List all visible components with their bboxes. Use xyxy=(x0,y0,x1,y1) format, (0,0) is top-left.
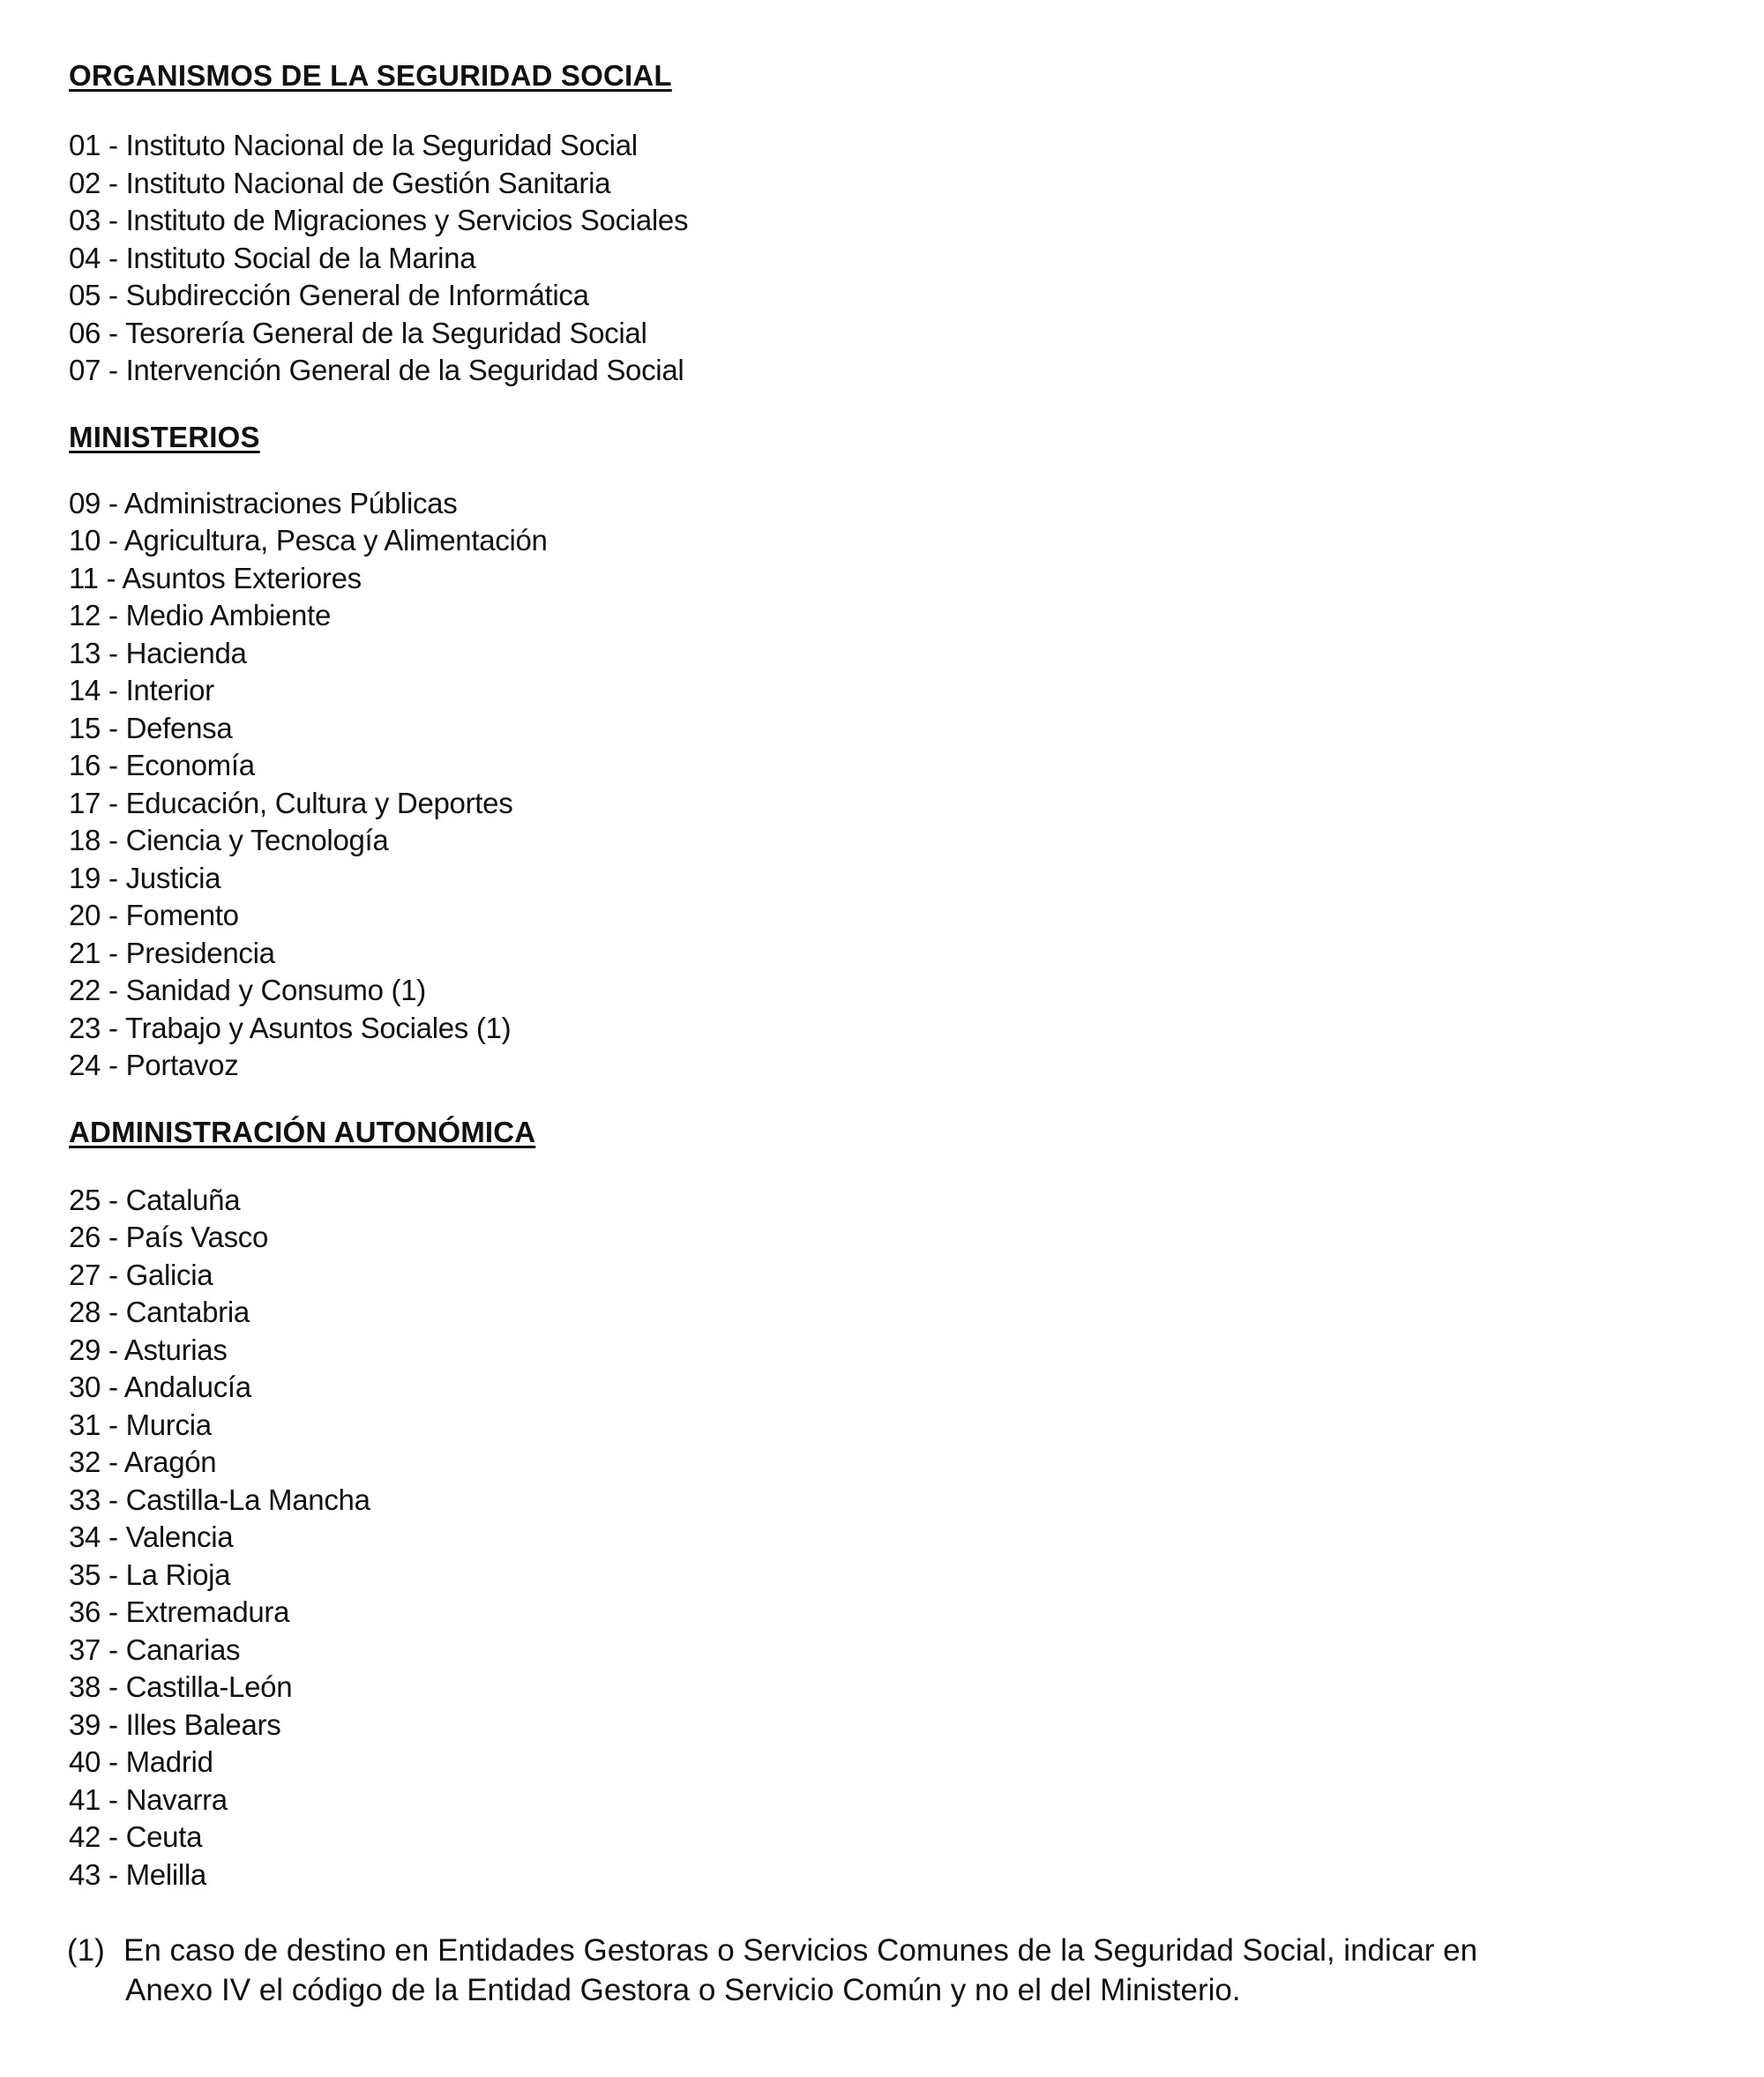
footnote xyxy=(69,1931,1745,2010)
code-list xyxy=(69,1182,1727,1894)
item-separator: - xyxy=(108,129,118,161)
list-item xyxy=(69,522,1727,560)
section-heading: ORGANISMOS DE LA SEGURIDAD SOCIAL xyxy=(69,59,672,92)
item-name: Asuntos Exteriores xyxy=(122,561,362,594)
item-name: Aragón xyxy=(123,1446,217,1478)
item-name: Canarias xyxy=(125,1632,241,1666)
item-code: 25 xyxy=(69,1183,101,1216)
list-item xyxy=(69,672,1727,710)
item-name: Ciencia y Tecnología xyxy=(125,824,389,856)
item-code: 18 xyxy=(69,824,101,856)
item-name: Castilla-La Mancha xyxy=(125,1483,370,1516)
item-separator: - xyxy=(108,1483,118,1516)
item-name: Asturias xyxy=(123,1333,228,1366)
section-seguridad-social xyxy=(69,58,1727,390)
item-name: Murcia xyxy=(125,1408,212,1441)
list-item xyxy=(69,165,1727,203)
item-name: Medio Ambiente xyxy=(125,599,332,631)
item-code: 38 xyxy=(69,1670,101,1703)
item-separator: - xyxy=(108,1296,118,1328)
item-name: Valencia xyxy=(125,1520,234,1553)
item-code: 09 xyxy=(69,486,101,519)
item-separator: - xyxy=(108,166,118,199)
item-code: 02 xyxy=(69,166,101,199)
item-separator: - xyxy=(108,936,118,969)
item-code: 15 xyxy=(69,711,101,744)
list-item xyxy=(69,897,1727,935)
item-name: Administraciones Públicas xyxy=(123,486,458,519)
item-code: 03 xyxy=(69,204,101,236)
item-name: Extremadura xyxy=(125,1595,290,1628)
item-name: Instituto Social de la Marina xyxy=(125,241,476,274)
item-code: 28 xyxy=(69,1296,101,1328)
item-name: Navarra xyxy=(125,1782,228,1816)
item-separator: - xyxy=(108,486,118,519)
item-code: 21 xyxy=(69,936,101,969)
item-code: 17 xyxy=(69,786,101,819)
item-code: 43 xyxy=(69,1857,101,1891)
footnote-marker: (1) xyxy=(67,1933,105,1968)
item-name: Cantabria xyxy=(125,1296,250,1328)
item-separator: - xyxy=(108,1011,118,1044)
list-item xyxy=(69,1557,1727,1595)
list-item xyxy=(69,1332,1727,1370)
list-item xyxy=(69,822,1727,860)
item-code: 29 xyxy=(69,1333,101,1366)
item-separator: - xyxy=(108,204,118,236)
item-code: 31 xyxy=(69,1408,101,1441)
list-item xyxy=(69,485,1727,523)
item-code: 24 xyxy=(69,1049,101,1081)
item-separator: - xyxy=(108,1049,118,1081)
item-separator: - xyxy=(108,711,118,744)
item-code: 05 xyxy=(69,279,101,311)
list-item xyxy=(69,972,1727,1010)
list-item xyxy=(69,1294,1727,1332)
item-name: Presidencia xyxy=(125,936,275,969)
list-item xyxy=(69,747,1727,785)
item-separator: - xyxy=(108,861,118,894)
item-name: Ceuta xyxy=(125,1820,203,1853)
item-code: 13 xyxy=(69,636,101,669)
item-name: País Vasco xyxy=(125,1221,269,1253)
item-name: Tesorería General de la Seguridad Social xyxy=(124,316,647,349)
item-code: 30 xyxy=(69,1371,101,1403)
list-item xyxy=(69,1669,1727,1707)
item-code: 04 xyxy=(69,241,101,274)
item-separator: - xyxy=(108,974,118,1006)
item-name: Instituto de Migraciones y Servicios Sociales xyxy=(125,204,689,236)
list-item xyxy=(69,1444,1727,1482)
list-item xyxy=(69,1632,1727,1670)
item-separator: - xyxy=(106,561,116,594)
item-code: 19 xyxy=(69,861,101,894)
item-code: 42 xyxy=(69,1820,101,1853)
list-item xyxy=(69,1219,1727,1257)
item-separator: - xyxy=(108,1221,118,1253)
item-name: Educación, Cultura y Deportes xyxy=(125,786,513,819)
list-item xyxy=(69,352,1727,390)
list-item xyxy=(69,240,1727,278)
item-name: Galicia xyxy=(125,1258,213,1291)
item-name: Hacienda xyxy=(125,636,247,669)
footnote-line-1: En caso de destino en Entidades Gestoras o Servicios Comunes de la Seguridad Social, indicar en xyxy=(123,1933,1478,1968)
list-item xyxy=(69,1594,1727,1632)
item-code: 40 xyxy=(69,1745,101,1778)
section-heading: MINISTERIOS xyxy=(69,420,260,453)
list-item xyxy=(69,1047,1727,1085)
item-name: Justicia xyxy=(125,861,221,894)
item-separator: - xyxy=(108,674,118,706)
item-separator: - xyxy=(108,1782,118,1816)
item-separator: - xyxy=(108,1857,118,1891)
list-item xyxy=(69,1744,1727,1782)
item-name: Agricultura, Pesca y Alimentación xyxy=(123,524,548,557)
item-code: 27 xyxy=(69,1258,101,1291)
list-item xyxy=(69,1857,1727,1894)
item-separator: - xyxy=(108,279,118,311)
item-separator: - xyxy=(108,749,118,781)
item-separator: - xyxy=(108,1258,118,1291)
list-item xyxy=(69,1369,1727,1407)
item-name: Castilla-León xyxy=(125,1670,293,1703)
item-code: 01 xyxy=(69,129,101,161)
item-code: 36 xyxy=(69,1595,101,1628)
item-separator: - xyxy=(108,1595,118,1628)
item-name: Melilla xyxy=(125,1857,206,1891)
item-name: Instituto Nacional de la Seguridad Social xyxy=(125,129,638,161)
item-code: 34 xyxy=(69,1520,101,1553)
list-item xyxy=(69,1010,1727,1048)
code-list xyxy=(69,127,1727,390)
footnote-line-2: Anexo IV el código de la Entidad Gestora o Servicio Común y no el del Ministerio. xyxy=(125,1973,1241,2007)
item-separator: - xyxy=(108,1408,118,1441)
item-name: Andalucía xyxy=(123,1371,251,1403)
item-separator: - xyxy=(108,1333,118,1366)
list-item xyxy=(69,315,1727,353)
item-name: Sanidad y Consumo (1) xyxy=(125,974,426,1006)
item-separator: - xyxy=(108,786,118,819)
item-separator: - xyxy=(108,524,118,557)
item-separator: - xyxy=(108,599,118,631)
item-separator: - xyxy=(108,1371,118,1403)
item-code: 35 xyxy=(69,1558,101,1591)
list-item xyxy=(69,202,1727,240)
code-list xyxy=(69,485,1727,1085)
item-name: La Rioja xyxy=(125,1558,231,1591)
list-item xyxy=(69,1519,1727,1557)
item-name: Interior xyxy=(125,674,214,706)
item-code: 39 xyxy=(69,1707,101,1741)
list-item xyxy=(69,560,1727,598)
list-item xyxy=(69,1407,1727,1445)
item-code: 11 xyxy=(69,561,99,594)
item-separator: - xyxy=(108,1632,118,1666)
item-code: 22 xyxy=(69,974,101,1006)
item-code: 16 xyxy=(69,749,101,781)
item-separator: - xyxy=(108,824,118,856)
list-item xyxy=(69,710,1727,748)
item-name: Defensa xyxy=(125,711,233,744)
item-separator: - xyxy=(108,354,118,386)
list-item xyxy=(69,1819,1727,1857)
item-name: Subdirección General de Informática xyxy=(125,279,589,311)
item-name: Cataluña xyxy=(125,1183,241,1216)
item-code: 06 xyxy=(69,316,101,349)
list-item xyxy=(69,785,1727,823)
item-name: Portavoz xyxy=(125,1049,239,1081)
item-code: 23 xyxy=(69,1011,101,1044)
item-name: Intervención General de la Seguridad Social xyxy=(125,354,684,386)
document-page xyxy=(69,58,1727,2010)
item-separator: - xyxy=(108,1670,118,1703)
list-item xyxy=(69,277,1727,315)
item-separator: - xyxy=(108,1183,118,1216)
item-code: 37 xyxy=(69,1632,101,1666)
item-name: Instituto Nacional de Gestión Sanitaria xyxy=(125,166,611,199)
list-item xyxy=(69,1182,1727,1220)
item-code: 14 xyxy=(69,674,101,706)
item-separator: - xyxy=(108,1558,118,1591)
list-item xyxy=(69,635,1727,673)
item-separator: - xyxy=(108,899,118,931)
item-separator: - xyxy=(108,1520,118,1553)
list-item xyxy=(69,935,1727,973)
item-name: Trabajo y Asuntos Sociales (1) xyxy=(124,1011,512,1044)
item-name: Illes Balears xyxy=(125,1707,281,1741)
item-separator: - xyxy=(108,636,118,669)
section-administracion-autonomica xyxy=(69,1115,1727,1894)
item-code: 12 xyxy=(69,599,101,631)
item-code: 41 xyxy=(69,1782,101,1816)
item-separator: - xyxy=(108,1820,118,1853)
item-name: Fomento xyxy=(125,899,239,931)
item-separator: - xyxy=(108,1446,118,1478)
list-item xyxy=(69,860,1727,898)
item-separator: - xyxy=(108,1707,118,1741)
section-ministerios xyxy=(69,420,1727,1085)
item-separator: - xyxy=(108,316,118,349)
item-code: 20 xyxy=(69,899,101,931)
item-separator: - xyxy=(108,241,118,274)
list-item xyxy=(69,1257,1727,1295)
list-item xyxy=(69,1782,1727,1819)
item-name: Economía xyxy=(125,749,255,781)
list-item xyxy=(69,597,1727,635)
list-item xyxy=(69,1707,1727,1745)
section-heading: ADMINISTRACIÓN AUTONÓMICA xyxy=(69,1115,536,1148)
item-name: Madrid xyxy=(125,1745,213,1778)
item-code: 10 xyxy=(69,524,101,557)
list-item xyxy=(69,1482,1727,1520)
list-item xyxy=(69,127,1727,165)
item-code: 32 xyxy=(69,1446,101,1478)
item-code: 07 xyxy=(69,354,101,386)
item-separator: - xyxy=(108,1745,118,1778)
item-code: 26 xyxy=(69,1221,101,1253)
item-code: 33 xyxy=(69,1483,101,1516)
